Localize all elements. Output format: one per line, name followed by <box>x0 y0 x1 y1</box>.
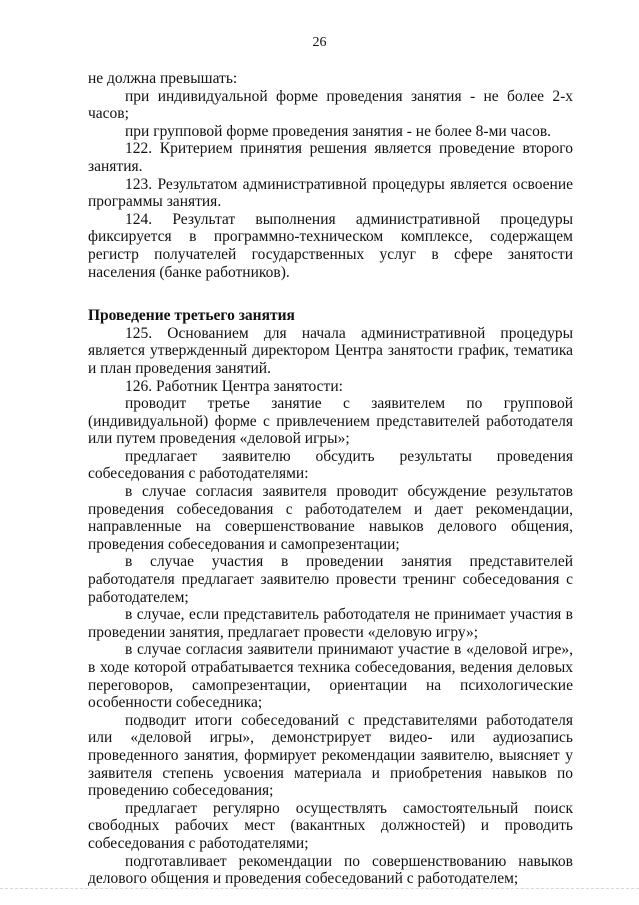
paragraph: в случае согласия заявители принимают участие в «деловой игре», в ходе которой отрабатывается техника собеседования, ведения деловых переговоров, самопрезентации, ориентации на психологические особенности собеседника; <box>88 641 573 712</box>
paragraph: предлагает заявителю обсудить результаты проведения собеседования с работодателями: <box>88 447 573 483</box>
paragraph: при индивидуальной форме проведения занятия - не более 2-х часов; <box>88 87 573 123</box>
page-number: 26 <box>312 35 327 50</box>
paragraph: 126. Работник Центра занятости: <box>125 377 343 395</box>
section-heading: Проведение третьего занятия <box>88 307 295 325</box>
paragraph: предлагает регулярно осуществлять самостоятельный поиск свободных рабочих мест (вакантных должностей) и проводить собеседования с работодателями; <box>88 799 573 852</box>
paragraph: подводит итоги собеседований с представителями работодателя или «деловой игры», демонстрирует видео- или аудиозапись проведенного занятия, формирует рекомендации заявителю, выясняет у заявителя степень усвоения материала и приобретения навыков по проведению собеседования; <box>88 711 573 800</box>
paragraph: в случае участия в проведении занятия представителей работодателя предлагает заявителю провести тренинг собеседования с работодателем; <box>88 553 573 606</box>
document-body <box>88 70 573 888</box>
paragraph: проводит третье занятие с заявителем по групповой (индивидуальной) форме с привлечением представителей работодателя или путем проведения «деловой игры»; <box>88 395 573 448</box>
paragraph: 122. Критерием принятия решения является проведение второго занятия. <box>88 140 573 175</box>
scan-edge-line <box>0 888 639 890</box>
paragraph: 123. Результатом административной процедуры является освоение программы занятия. <box>88 175 573 211</box>
paragraph: в случае, если представитель работодателя не принимает участия в проведении занятия, предлагает провести «деловую игру»; <box>88 606 573 641</box>
paragraph: 124. Результат выполнения административной процедуры фиксируется в программно-техническом комплексе, содержащем регистр получателей государственных услуг в сфере занятости населения (банке работников). <box>88 210 573 281</box>
paragraph: не должна превышать: <box>88 70 238 87</box>
paragraph: подготавливает рекомендации по совершенствованию навыков делового общения и проведения собеседований с работодателем; <box>88 852 573 888</box>
paragraph: в случае согласия заявителя проводит обсуждение результатов проведения собеседования с работодателем и дает рекомендации, направленные на совершенствование навыков делового общения, проведения собеседования и самопрезентации; <box>88 483 573 553</box>
paragraph: 125. Основанием для начала административной процедуры является утвержденный директором Центра занятости график, тематика и план проведения занятий. <box>88 324 573 377</box>
paragraph: при групповой форме проведения занятия - не более 8-ми часов. <box>125 122 552 140</box>
